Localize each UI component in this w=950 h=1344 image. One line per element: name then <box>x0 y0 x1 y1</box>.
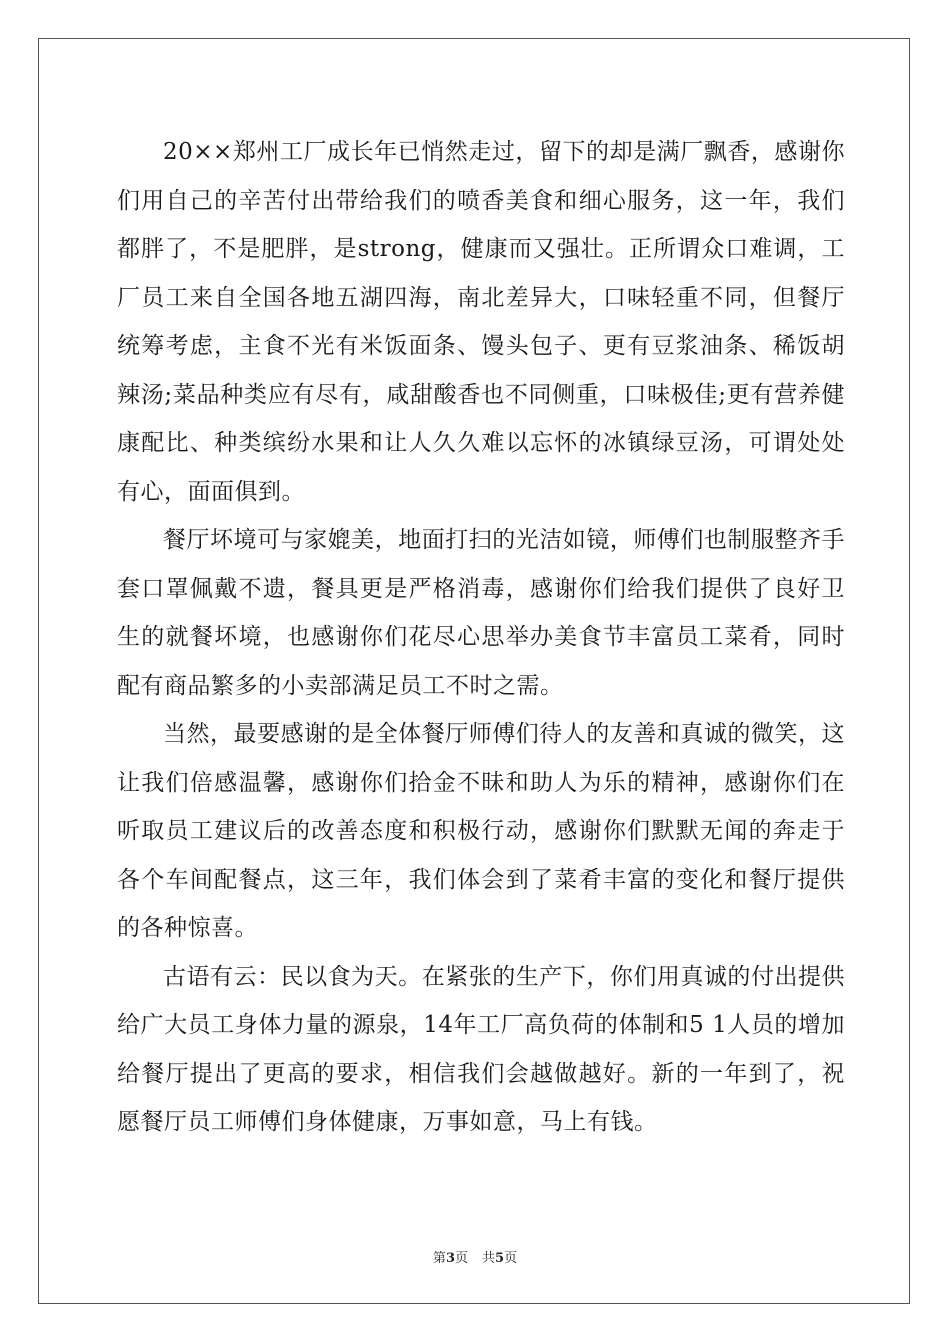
page-prefix: 第 <box>432 1251 446 1266</box>
page-total <box>482 1251 517 1266</box>
total-pages: 5 <box>495 1251 505 1266</box>
paragraph-4: 古语有云：民以食为天。在紧张的生产下，你们用真诚的付出提供给广大员工身体力量的源泉，14年工厂高负荷的体制和5 1人员的增加给餐厅提出了更高的要求，相信我们会越做越好。新的一年到了，祝愿餐厅员工师傅们身体健康，万事如意，马上有钱。 <box>117 963 845 1135</box>
total-prefix: 共 <box>482 1251 496 1266</box>
paragraph-1: 20××郑州工厂成长年已悄然走过，留下的却是满厂飘香，感谢你们用自己的辛苦付出带给我们的喷香美食和细心服务，这一年，我们都胖了，不是肥胖，是strong，健康而又强壮。正所谓众口难调，工厂员工来自全国各地五湖四海，南北差异大，口味轻重不同，但餐厅统筹考虑，主食不光有米饭面条、馒头包子、更有豆浆油条、稀饭胡辣汤;菜品种类应有尽有，咸甜酸香也不同侧重，口味极佳;更有营养健康配比、种类缤纷水果和让人久久难以忘怀的冰镇绿豆汤，可谓处处有心，面面俱到。 <box>117 139 845 505</box>
paragraph-3: 当然，最要感谢的是全体餐厅师傅们待人的友善和真诚的微笑，这让我们倍感温馨，感谢你们拾金不昧和助人为乐的精神，感谢你们在听取员工建议后的改善态度和积极行动，感谢你们默默无闻的奔走于各个车间配餐点，这三年，我们体会到了菜肴丰富的变化和餐厅提供的各种惊喜。 <box>117 721 845 941</box>
page-number <box>433 1251 468 1266</box>
total-suffix: 页 <box>504 1251 518 1266</box>
paragraph-2: 餐厅坏境可与家媲美，地面打扫的光洁如镜，师傅们也制服整齐手套口罩佩戴不遗，餐具更是严格消毒，感谢你们给我们提供了良好卫生的就餐坏境，也感谢你们花尽心思举办美食节丰富员工菜肴，同时配有商品繁多的小卖部满足员工不时之需。 <box>117 527 845 699</box>
current-page: 3 <box>445 1251 455 1266</box>
page-footer <box>0 1247 950 1266</box>
document-body <box>117 128 845 1147</box>
page-suffix: 页 <box>454 1251 468 1266</box>
